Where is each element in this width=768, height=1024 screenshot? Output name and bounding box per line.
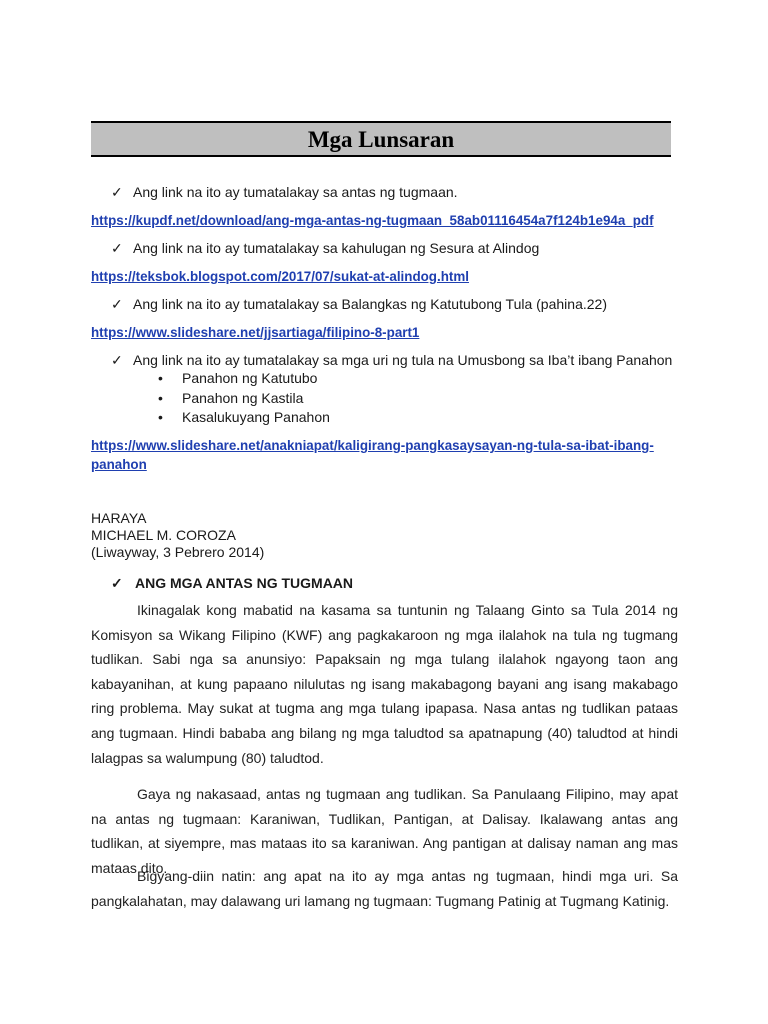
section-heading: [111, 574, 353, 592]
checkmark-icon: ✓: [111, 352, 123, 368]
source-link-1[interactable]: https://kupdf.net/download/ang-mga-antas-ng-tugmaan_58ab01116454a7f124b1e94a_pdf: [91, 213, 654, 228]
title-band: [91, 121, 671, 157]
source-description: Ang link na ito ay tumatalakay sa kahulugan ng Sesura at Alindog: [133, 240, 540, 256]
period-list: [158, 369, 330, 428]
bullet-icon: •: [158, 370, 163, 386]
list-item: • Panahon ng Katutubo: [158, 369, 330, 389]
list-item: • Kasalukuyang Panahon: [158, 408, 330, 428]
page-title: Mga Lunsaran: [307, 127, 455, 152]
paragraph-1: Ikinagalak kong mabatid na kasama sa tuntunin ng Talaang Ginto sa Tula 2014 ng Komisyon sa Wikang Filipino (KWF) ang pagkakaroon ng mga ilalahok na tula ng tugmang tudlikan. Sabi nga sa anunsiyo: Papaksain ng mga tulang ilalahok ngayong taon ang kabayanihan, at kung papaano nilulutas ng isang makabagong bayani ang isang makabago ring problema. May sukat at tugma ang mga tulang ipapasa. Nasa antas ng tudlikan pataas ang tugmaan. Hindi bababa ang bilang ng mga taludtod sa apatnapung (40) taludtod at hindi lalagpas sa walumpung (80) taludtod.: [91, 602, 678, 766]
checkmark-icon: ✓: [111, 240, 123, 256]
source-item-4: [111, 351, 672, 369]
author-name: MICHAEL M. COROZA: [91, 527, 236, 543]
source-description: Ang link na ito ay tumatalakay sa antas ng tugmaan.: [133, 184, 458, 200]
publication-info: (Liwayway, 3 Pebrero 2014): [91, 544, 265, 560]
source-item-3: [111, 295, 607, 313]
list-item: • Panahon ng Kastila: [158, 389, 330, 409]
bullet-icon: •: [158, 409, 163, 425]
source-link-2[interactable]: https://teksbok.blogspot.com/2017/07/sukat-at-alindog.html: [91, 269, 469, 284]
paragraph-3: Bigyang-diin natin: ang apat na ito ay mga antas ng tugmaan, hindi mga uri. Sa pangkalahatan, may dalawang uri lamang ng tugmaan: Tugmang Patinig at Tugmang Katinig.: [91, 868, 678, 909]
source-description: Ang link na ito ay tumatalakay sa mga uri ng tula na Umusbong sa Iba’t ibang Panahon: [133, 352, 673, 368]
bullet-icon: •: [158, 389, 163, 406]
section-heading-text: ANG MGA ANTAS NG TUGMAAN: [135, 575, 354, 591]
paragraph-2: Gaya ng nakasaad, antas ng tugmaan ang tudlikan. Sa Panulaang Filipino, may apat na antas ng tugmaan: Karaniwan, Tudlikan, Pantigan, at Dalisay. Ikalawang antas ang tudlikan, at siyempre, mas mataas ito sa karaniwan. Ang pantigan at dalisay naman ang mas mataas dito.: [91, 786, 678, 876]
source-link-3[interactable]: https://www.slideshare.net/jjsartiaga/filipino-8-part1: [91, 325, 420, 340]
work-title: HARAYA: [91, 510, 147, 526]
checkmark-icon: ✓: [111, 296, 123, 312]
author-block: [91, 510, 264, 561]
source-link-4[interactable]: [91, 436, 654, 474]
source-item-2: [111, 239, 539, 257]
source-link-4-line1[interactable]: https://www.slideshare.net/anakniapat/kaligirang-pangkasaysayan-ng-tula-sa-ibat-ibang-: [91, 438, 654, 453]
checkmark-icon: ✓: [111, 575, 123, 591]
source-link-4-line2[interactable]: panahon: [91, 457, 147, 472]
checkmark-icon: ✓: [111, 184, 123, 200]
source-description: Ang link na ito ay tumatalakay sa Balangkas ng Katutubong Tula (pahina.22): [133, 296, 607, 312]
source-item-1: [111, 183, 458, 201]
